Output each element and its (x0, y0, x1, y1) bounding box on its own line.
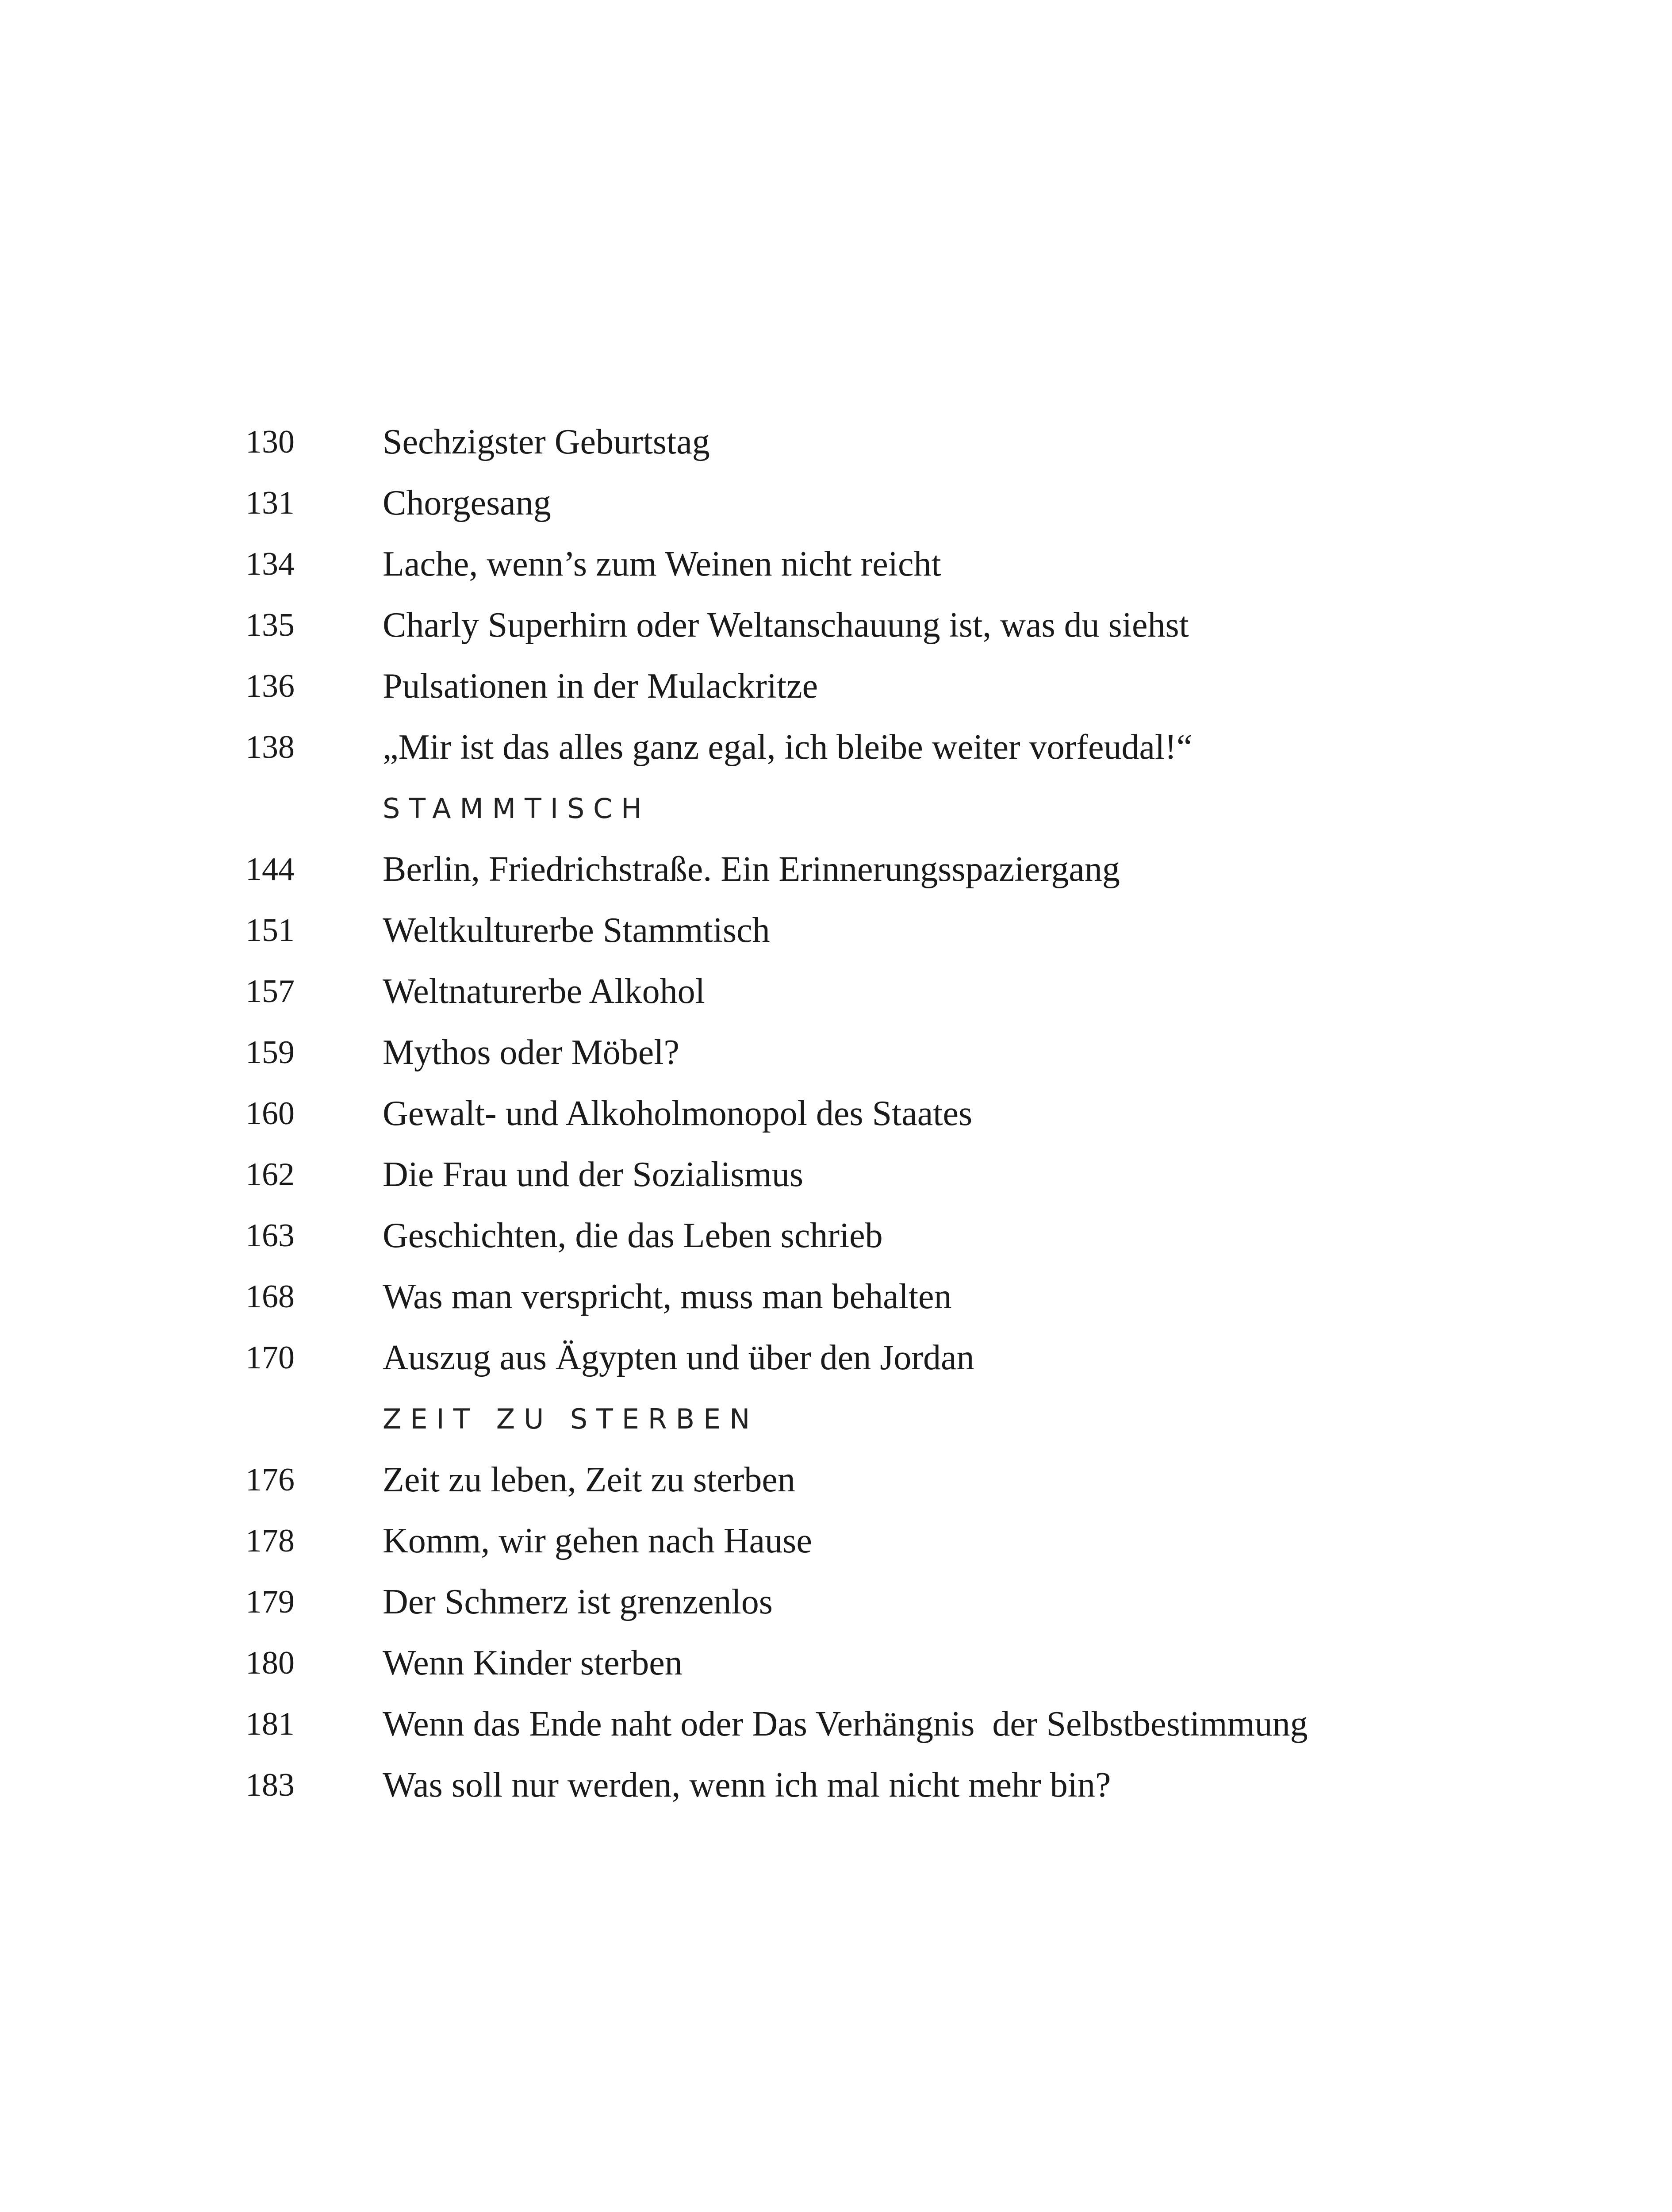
toc-entry (245, 534, 1484, 595)
entry-title: Lache, wenn’s zum Weinen nicht reicht (383, 544, 941, 584)
entry-title: Geschichten, die das Leben schrieb (383, 1216, 883, 1255)
toc-entry (245, 1327, 1484, 1388)
toc-entry (245, 1510, 1484, 1571)
toc-entry (245, 411, 1484, 472)
table-of-contents (245, 411, 1484, 1816)
entry-title: Wenn das Ende naht oder Das Verhängnis der Selbstbestimmung (383, 1704, 1308, 1743)
toc-entry (245, 1755, 1484, 1816)
page-number: 130 (245, 423, 295, 460)
section-heading-row (245, 778, 1484, 839)
page-number: 144 (245, 851, 295, 887)
section-heading: STAMMTISCH (383, 792, 651, 825)
page-number: 160 (245, 1095, 295, 1132)
page-number: 183 (245, 1767, 295, 1803)
page-number: 135 (245, 607, 295, 643)
page-number: 157 (245, 973, 295, 1010)
entry-title: Der Schmerz ist grenzenlos (383, 1582, 773, 1621)
page-number: 138 (245, 729, 295, 765)
toc-entry (245, 839, 1484, 900)
entry-title: Berlin, Friedrichstraße. Ein Erinnerungsspaziergang (383, 849, 1120, 889)
entry-title: Weltnaturerbe Alkohol (383, 972, 705, 1011)
entry-title: Wenn Kinder sterben (383, 1643, 683, 1682)
page-number: 159 (245, 1034, 295, 1071)
toc-entry (245, 1022, 1484, 1083)
entry-title: Was man verspricht, muss man behalten (383, 1277, 952, 1316)
page-number: 168 (245, 1278, 295, 1315)
page-number: 136 (245, 668, 295, 704)
entry-title: „Mir ist das alles ganz egal, ich bleibe weiter vorfeudal!“ (383, 727, 1193, 767)
section-heading: ZEIT ZU STERBEN (383, 1402, 759, 1435)
toc-entry (245, 900, 1484, 961)
toc-entry (245, 472, 1484, 534)
page-number: 134 (245, 545, 295, 582)
toc-entry (245, 961, 1484, 1022)
entry-title: Auszug aus Ägypten und über den Jordan (383, 1338, 974, 1377)
toc-entry (245, 1694, 1484, 1755)
toc-entry (245, 656, 1484, 717)
entry-title: Komm, wir gehen nach Hause (383, 1521, 812, 1560)
page-number: 151 (245, 912, 295, 949)
entry-title: Sechzigster Geburtstag (383, 422, 710, 461)
entry-title: Charly Superhirn oder Weltanschauung ist, was du siehst (383, 605, 1189, 645)
toc-entry (245, 1144, 1484, 1205)
toc-entry (245, 1449, 1484, 1510)
entry-title: Zeit zu leben, Zeit zu sterben (383, 1460, 795, 1499)
toc-entry (245, 595, 1484, 656)
entry-title: Weltkulturerbe Stammtisch (383, 910, 770, 950)
section-heading-row (245, 1388, 1484, 1449)
toc-entry (245, 1571, 1484, 1632)
page-number: 170 (245, 1339, 295, 1376)
page-number: 179 (245, 1583, 295, 1620)
toc-entry (245, 717, 1484, 778)
page-number: 180 (245, 1644, 295, 1681)
toc-entry (245, 1205, 1484, 1266)
entry-title: Pulsationen in der Mulackritze (383, 666, 818, 706)
entry-title: Was soll nur werden, wenn ich mal nicht mehr bin? (383, 1765, 1111, 1805)
toc-entry (245, 1632, 1484, 1694)
entry-title: Mythos oder Möbel? (383, 1033, 680, 1072)
entry-title: Chorgesang (383, 483, 551, 522)
page-number: 162 (245, 1156, 295, 1193)
page-number: 131 (245, 484, 295, 521)
page-number: 181 (245, 1705, 295, 1742)
entry-title: Gewalt- und Alkoholmonopol des Staates (383, 1094, 973, 1133)
page-number: 176 (245, 1461, 295, 1498)
toc-entry (245, 1266, 1484, 1327)
page-number: 163 (245, 1217, 295, 1254)
toc-entry (245, 1083, 1484, 1144)
page-number: 178 (245, 1522, 295, 1559)
entry-title: Die Frau und der Sozialismus (383, 1155, 803, 1194)
